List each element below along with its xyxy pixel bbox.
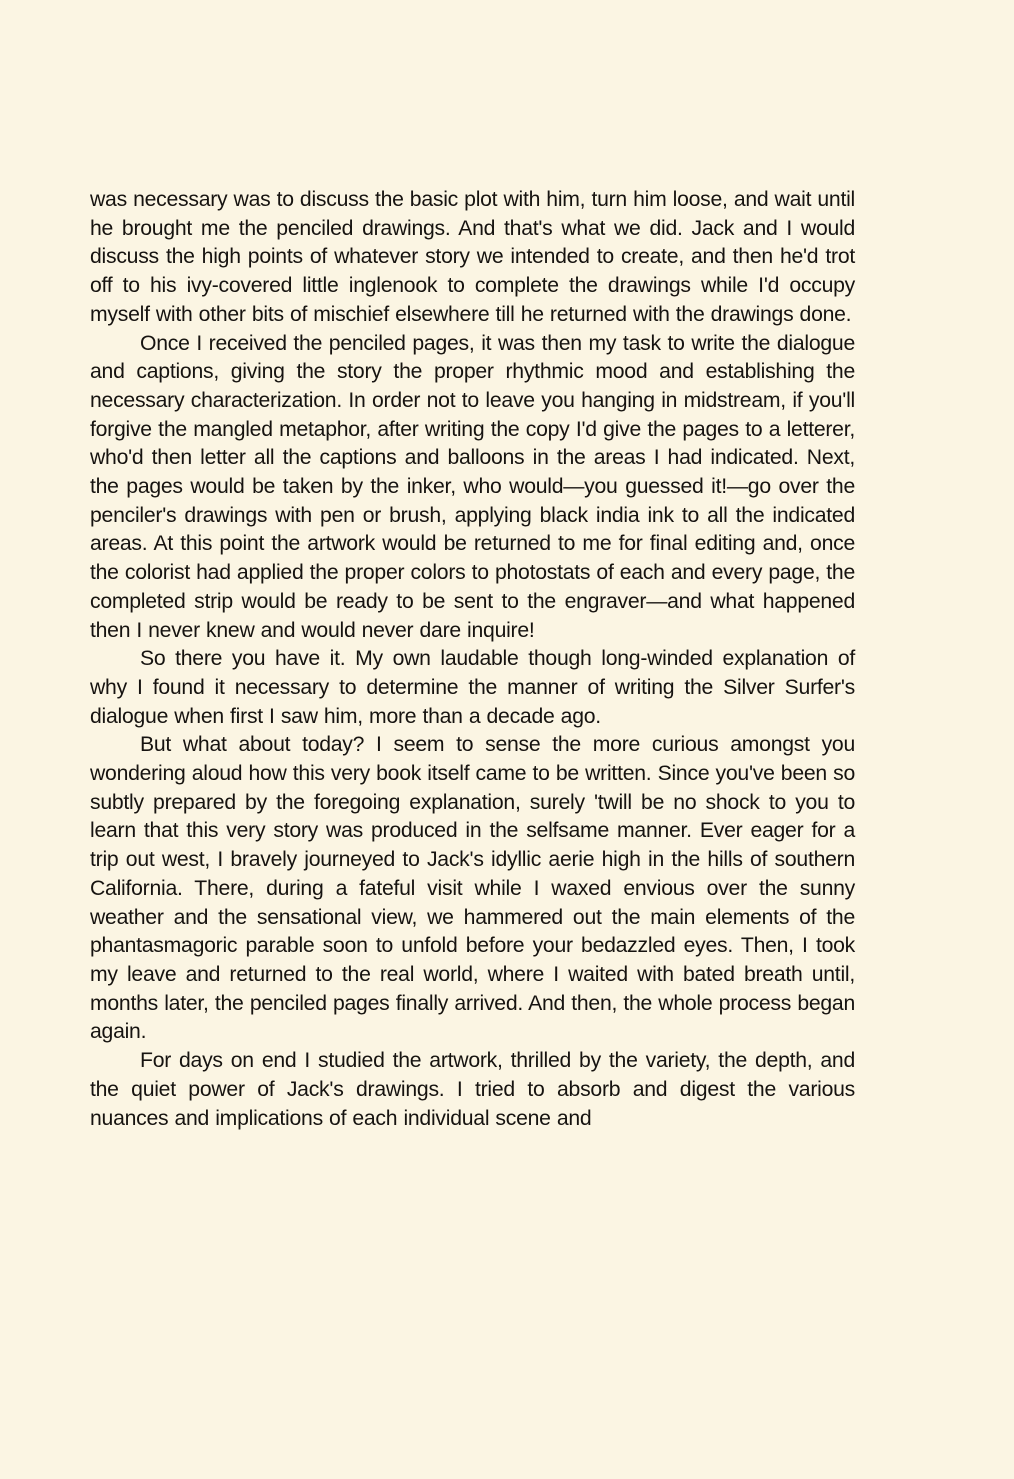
paragraph-4: But what about today? I seem to sense the more curious amongst you wondering aloud how this very book itself came to be written. Since you've been so subtly prepared by the foregoing explanation, surely 'twill be no shock to you to learn that this very story was produced in the selfsame manner. Ever eager for a trip out west, I bravely journeyed to Jack's idyllic aerie high in the hills of southern California. There, during a fateful visit while I waxed envious over the sunny weather and the sensational view, we hammered out the main elements of the phantasmagoric parable soon to unfold before your bedazzled eyes. Then, I took my leave and returned to the real world, where I waited with bated breath until, months later, the penciled pages finally arrived. And then, the whole process began again. — [90, 733, 855, 1044]
paragraph-3: So there you have it. My own laudable though long-winded explanation of why I found it necessary to determine the manner of writing the Silver Surfer's dialogue when first I saw him, more than a decade ago. — [90, 647, 855, 728]
paragraph-5: For days on end I studied the artwork, thrilled by the variety, the depth, and the quiet power of Jack's drawings. I tried to absorb and digest the various nuances and implications of each individual scene and — [90, 1049, 855, 1130]
body-text — [90, 186, 855, 1133]
paragraph-2: Once I received the penciled pages, it was then my task to write the dialogue and captions, giving the story the proper rhythmic mood and establishing the necessary characterization. In order not to leave you hanging in midstream, if you'll forgive the mangled metaphor, after writing the copy I'd give the pages to a letterer, who'd then letter all the captions and balloons in the areas I had indicated. Next, the pages would be taken by the inker, who would—you guessed it!—go over the penciler's drawings with pen or brush, applying black india ink to all the indicated areas. At this point the artwork would be returned to me for final editing and, once the colorist had applied the proper colors to photostats of each and every page, the completed strip would be ready to be sent to the engraver—and what happened then I never knew and would never dare inquire! — [90, 331, 855, 642]
paragraph-1: was necessary was to discuss the basic plot with him, turn him loose, and wait until he brought me the penciled drawings. And that's what we did. Jack and I would discuss the high points of whatever story we intended to create, and then he'd trot off to his ivy-covered little inglenook to complete the drawings while I'd occupy myself with other bits of mischief elsewhere till he returned with the drawings done. — [90, 188, 855, 326]
